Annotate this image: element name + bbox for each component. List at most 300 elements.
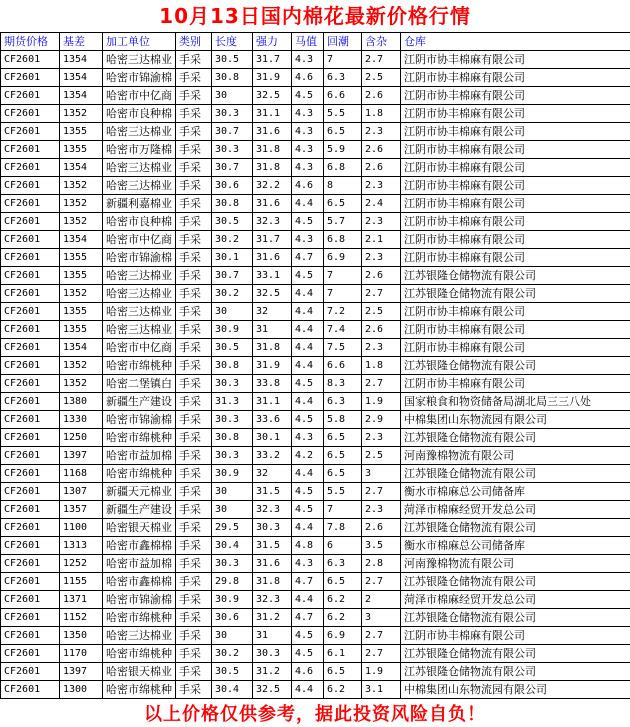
cell-strength: 32.5	[253, 681, 292, 699]
cell-micronaire: 4.6	[292, 69, 324, 87]
cell-processor: 哈密二堡镇白	[103, 375, 176, 393]
cell-warehouse: 江苏银隆仓储物流有限公司	[401, 663, 630, 681]
cell-warehouse: 江苏银隆仓储物流有限公司	[401, 609, 630, 627]
cell-warehouse: 江阴市协丰棉麻有限公司	[401, 303, 630, 321]
cell-category: 手采	[176, 681, 212, 699]
cell-micronaire: 4.5	[292, 627, 324, 645]
cell-warehouse: 江阴市协丰棉麻有限公司	[401, 87, 630, 105]
cell-processor: 哈密市锦渝棉	[103, 591, 176, 609]
cell-futures-price: CF2601	[1, 195, 60, 213]
cell-moisture: 7.5	[324, 339, 362, 357]
cell-category: 手采	[176, 573, 212, 591]
header-warehouse: 仓库	[401, 33, 630, 51]
cell-processor: 哈密市绵桃种	[103, 465, 176, 483]
cell-basis: 1352	[60, 105, 103, 123]
cell-length: 30.3	[212, 375, 253, 393]
cell-trash: 1.9	[362, 663, 401, 681]
cell-moisture: 7.2	[324, 303, 362, 321]
cell-category: 手采	[176, 285, 212, 303]
cell-length: 30.1	[212, 249, 253, 267]
cell-strength: 31.6	[253, 555, 292, 573]
cell-micronaire: 4.4	[292, 681, 324, 699]
cell-processor: 新疆生产建设	[103, 393, 176, 411]
cell-strength: 31.2	[253, 663, 292, 681]
cell-category: 手采	[176, 105, 212, 123]
cell-moisture: 6.5	[324, 465, 362, 483]
cell-strength: 31.9	[253, 69, 292, 87]
cell-strength: 32	[253, 303, 292, 321]
cell-moisture: 5.9	[324, 141, 362, 159]
cell-moisture: 6.5	[324, 429, 362, 447]
table-row	[1, 375, 630, 393]
cell-length: 30.5	[212, 663, 253, 681]
cell-processor: 哈密三达棉业	[103, 303, 176, 321]
cell-moisture: 6.8	[324, 159, 362, 177]
cell-moisture: 6.9	[324, 627, 362, 645]
table-row	[1, 303, 630, 321]
table-row	[1, 321, 630, 339]
cell-basis: 1313	[60, 537, 103, 555]
cell-length: 30.2	[212, 645, 253, 663]
cell-moisture: 6.6	[324, 357, 362, 375]
cell-micronaire: 4.3	[292, 123, 324, 141]
cell-processor: 哈密三达棉业	[103, 285, 176, 303]
cell-category: 手采	[176, 195, 212, 213]
cell-processor: 哈密市万隆棉	[103, 141, 176, 159]
cell-length: 30.3	[212, 447, 253, 465]
cell-basis: 1354	[60, 87, 103, 105]
cell-strength: 31	[253, 627, 292, 645]
cell-futures-price: CF2601	[1, 447, 60, 465]
cell-micronaire: 4.7	[292, 249, 324, 267]
cell-strength: 32.2	[253, 177, 292, 195]
cell-length: 30.7	[212, 123, 253, 141]
cell-micronaire: 4.4	[292, 339, 324, 357]
table-row	[1, 141, 630, 159]
cell-warehouse: 江苏银隆仓储物流有限公司	[401, 429, 630, 447]
cell-trash: 2.6	[362, 321, 401, 339]
cell-warehouse: 江阴市协丰棉麻有限公司	[401, 141, 630, 159]
cell-trash: 2.7	[362, 573, 401, 591]
cell-basis: 1352	[60, 375, 103, 393]
cell-processor: 哈密市鑫棉棉	[103, 573, 176, 591]
table-row	[1, 177, 630, 195]
cell-micronaire: 4.4	[292, 303, 324, 321]
cell-trash: 1.9	[362, 393, 401, 411]
table-row	[1, 357, 630, 375]
cell-basis: 1354	[60, 51, 103, 69]
cell-length: 30.7	[212, 159, 253, 177]
cell-micronaire: 4.2	[292, 447, 324, 465]
cell-micronaire: 4.3	[292, 51, 324, 69]
cell-moisture: 6.9	[324, 249, 362, 267]
cell-moisture: 7	[324, 51, 362, 69]
cell-futures-price: CF2601	[1, 537, 60, 555]
cell-trash: 2.7	[362, 375, 401, 393]
cell-micronaire: 4.4	[292, 591, 324, 609]
table-row	[1, 465, 630, 483]
cell-micronaire: 4.7	[292, 609, 324, 627]
cell-length: 30	[212, 483, 253, 501]
cell-trash: 3	[362, 609, 401, 627]
cell-futures-price: CF2601	[1, 429, 60, 447]
cell-strength: 31.7	[253, 231, 292, 249]
cell-moisture: 5.8	[324, 411, 362, 429]
cell-futures-price: CF2601	[1, 267, 60, 285]
cell-basis: 1355	[60, 123, 103, 141]
cell-strength: 33.6	[253, 411, 292, 429]
cell-futures-price: CF2601	[1, 105, 60, 123]
cell-trash: 2	[362, 591, 401, 609]
cell-warehouse: 江苏银隆仓储物流有限公司	[401, 645, 630, 663]
cell-category: 手采	[176, 141, 212, 159]
cell-futures-price: CF2601	[1, 375, 60, 393]
table-row	[1, 681, 630, 699]
cell-strength: 32.3	[253, 591, 292, 609]
cell-trash: 2.9	[362, 411, 401, 429]
cell-category: 手采	[176, 159, 212, 177]
cell-micronaire: 4.5	[292, 375, 324, 393]
cell-processor: 哈密市绵桃种	[103, 645, 176, 663]
table-row	[1, 213, 630, 231]
cell-length: 30.9	[212, 591, 253, 609]
cell-strength: 31.8	[253, 141, 292, 159]
cell-strength: 32.5	[253, 285, 292, 303]
cell-micronaire: 4.4	[292, 321, 324, 339]
header-strength: 强力	[253, 33, 292, 51]
cell-warehouse: 江阴市协丰棉麻有限公司	[401, 51, 630, 69]
cell-processor: 哈密三达棉业	[103, 159, 176, 177]
cell-category: 手采	[176, 213, 212, 231]
page-title: 10月13日国内棉花最新价格行情	[0, 0, 630, 32]
cell-basis: 1100	[60, 519, 103, 537]
cell-processor: 哈密银天棉业	[103, 663, 176, 681]
cell-moisture: 5.5	[324, 483, 362, 501]
table-row	[1, 249, 630, 267]
cell-trash: 3.1	[362, 681, 401, 699]
cell-strength: 33.2	[253, 447, 292, 465]
cell-micronaire: 4.5	[292, 267, 324, 285]
cell-basis: 1307	[60, 483, 103, 501]
cell-warehouse: 江苏银隆仓储物流有限公司	[401, 519, 630, 537]
cell-processor: 哈密三达棉业	[103, 177, 176, 195]
cell-micronaire: 4.4	[292, 393, 324, 411]
cell-strength: 30.1	[253, 429, 292, 447]
cell-micronaire: 4.5	[292, 483, 324, 501]
cell-processor: 新疆生产建设	[103, 501, 176, 519]
cell-length: 30.3	[212, 141, 253, 159]
cell-moisture: 6.5	[324, 195, 362, 213]
cell-micronaire: 4.5	[292, 501, 324, 519]
cell-warehouse: 菏泽市棉麻经贸开发总公司	[401, 501, 630, 519]
cell-category: 手采	[176, 177, 212, 195]
cell-micronaire: 4.3	[292, 141, 324, 159]
cell-length: 30.5	[212, 339, 253, 357]
cell-strength: 32.5	[253, 87, 292, 105]
cell-moisture: 6.5	[324, 447, 362, 465]
cell-micronaire: 4.4	[292, 357, 324, 375]
table-row	[1, 339, 630, 357]
cell-trash: 3.5	[362, 537, 401, 555]
cell-length: 30.2	[212, 231, 253, 249]
cell-futures-price: CF2601	[1, 357, 60, 375]
cell-processor: 哈密市锦渝棉	[103, 69, 176, 87]
header-length: 长度	[212, 33, 253, 51]
table-row	[1, 411, 630, 429]
cell-warehouse: 国家粮食和物资储备局湖北局三三八处	[401, 393, 630, 411]
cell-moisture: 6.3	[324, 393, 362, 411]
cell-warehouse: 江阴市协丰棉麻有限公司	[401, 627, 630, 645]
cell-trash: 2.3	[362, 249, 401, 267]
cell-trash: 2.6	[362, 267, 401, 285]
cell-futures-price: CF2601	[1, 393, 60, 411]
cell-warehouse: 河南豫棉物流有限公司	[401, 447, 630, 465]
cell-moisture: 7.8	[324, 519, 362, 537]
cell-futures-price: CF2601	[1, 285, 60, 303]
cell-category: 手采	[176, 663, 212, 681]
table-row	[1, 609, 630, 627]
cell-futures-price: CF2601	[1, 465, 60, 483]
cell-warehouse: 江阴市协丰棉麻有限公司	[401, 231, 630, 249]
cell-length: 30.7	[212, 267, 253, 285]
cell-length: 30.5	[212, 213, 253, 231]
cell-warehouse: 江阴市协丰棉麻有限公司	[401, 159, 630, 177]
cell-strength: 33.1	[253, 267, 292, 285]
cell-moisture: 6.6	[324, 87, 362, 105]
cell-moisture: 7	[324, 501, 362, 519]
cell-basis: 1152	[60, 609, 103, 627]
cell-basis: 1352	[60, 177, 103, 195]
cell-trash: 2.5	[362, 447, 401, 465]
cell-futures-price: CF2601	[1, 663, 60, 681]
cell-moisture: 6.3	[324, 69, 362, 87]
cell-strength: 31.5	[253, 537, 292, 555]
cell-category: 手采	[176, 501, 212, 519]
cell-warehouse: 中棉集团山东物流园有限公司	[401, 411, 630, 429]
cell-trash: 1.8	[362, 105, 401, 123]
cell-length: 30.8	[212, 357, 253, 375]
cell-trash: 2.3	[362, 339, 401, 357]
cell-futures-price: CF2601	[1, 645, 60, 663]
cell-micronaire: 4.4	[292, 519, 324, 537]
cell-futures-price: CF2601	[1, 51, 60, 69]
cell-moisture: 6.1	[324, 645, 362, 663]
cell-moisture: 8	[324, 177, 362, 195]
cell-category: 手采	[176, 87, 212, 105]
cell-warehouse: 江阴市协丰棉麻有限公司	[401, 213, 630, 231]
cell-futures-price: CF2601	[1, 159, 60, 177]
cell-warehouse: 江阴市协丰棉麻有限公司	[401, 105, 630, 123]
cell-moisture: 7	[324, 285, 362, 303]
cell-category: 手采	[176, 555, 212, 573]
cell-futures-price: CF2601	[1, 627, 60, 645]
cell-category: 手采	[176, 609, 212, 627]
header-micronaire: 马值	[292, 33, 324, 51]
cell-futures-price: CF2601	[1, 231, 60, 249]
cell-category: 手采	[176, 69, 212, 87]
cell-processor: 哈密市锦渝棉	[103, 249, 176, 267]
cell-processor: 哈密市良种棉	[103, 105, 176, 123]
cell-futures-price: CF2601	[1, 321, 60, 339]
cell-micronaire: 4.5	[292, 213, 324, 231]
cell-strength: 31.6	[253, 195, 292, 213]
cell-moisture: 6.2	[324, 591, 362, 609]
cell-futures-price: CF2601	[1, 573, 60, 591]
cell-micronaire: 4.4	[292, 195, 324, 213]
cell-warehouse: 中棉集团山东物流园有限公司	[401, 681, 630, 699]
cell-strength: 31.6	[253, 249, 292, 267]
cell-moisture: 6.5	[324, 663, 362, 681]
cell-length: 30.8	[212, 429, 253, 447]
cell-basis: 1357	[60, 501, 103, 519]
cell-category: 手采	[176, 591, 212, 609]
cell-category: 手采	[176, 231, 212, 249]
cell-basis: 1355	[60, 141, 103, 159]
cell-processor: 哈密市中亿商	[103, 87, 176, 105]
cell-trash: 2.5	[362, 303, 401, 321]
table-row	[1, 159, 630, 177]
cell-moisture: 5.7	[324, 213, 362, 231]
cell-processor: 哈密市绵桃种	[103, 609, 176, 627]
cell-basis: 1155	[60, 573, 103, 591]
cell-warehouse: 江苏银隆仓储物流有限公司	[401, 285, 630, 303]
cell-futures-price: CF2601	[1, 681, 60, 699]
cell-futures-price: CF2601	[1, 249, 60, 267]
cell-length: 30.8	[212, 69, 253, 87]
table-row	[1, 105, 630, 123]
cell-micronaire: 4.5	[292, 645, 324, 663]
table-row	[1, 195, 630, 213]
cell-futures-price: CF2601	[1, 519, 60, 537]
table-row	[1, 393, 630, 411]
cell-length: 30.9	[212, 465, 253, 483]
cell-trash: 3	[362, 465, 401, 483]
cell-futures-price: CF2601	[1, 501, 60, 519]
table-row	[1, 591, 630, 609]
cell-length: 29.8	[212, 573, 253, 591]
table-row	[1, 627, 630, 645]
cell-category: 手采	[176, 357, 212, 375]
cell-moisture: 6.5	[324, 573, 362, 591]
cell-length: 30.3	[212, 105, 253, 123]
cell-category: 手采	[176, 393, 212, 411]
cell-micronaire: 4.3	[292, 555, 324, 573]
cell-trash: 2.7	[362, 51, 401, 69]
cell-basis: 1355	[60, 303, 103, 321]
cell-futures-price: CF2601	[1, 177, 60, 195]
cell-trash: 2.7	[362, 483, 401, 501]
table-row	[1, 447, 630, 465]
cell-strength: 32	[253, 465, 292, 483]
cell-processor: 哈密三达棉业	[103, 627, 176, 645]
cell-warehouse: 江苏银隆仓储物流有限公司	[401, 357, 630, 375]
cell-moisture: 5.5	[324, 105, 362, 123]
cell-futures-price: CF2601	[1, 213, 60, 231]
table-body	[1, 51, 630, 699]
cell-length: 30	[212, 501, 253, 519]
cell-category: 手采	[176, 627, 212, 645]
cell-category: 手采	[176, 645, 212, 663]
cell-basis: 1168	[60, 465, 103, 483]
cell-warehouse: 江阴市协丰棉麻有限公司	[401, 69, 630, 87]
header-trash: 含杂	[362, 33, 401, 51]
cell-basis: 1354	[60, 69, 103, 87]
cell-futures-price: CF2601	[1, 303, 60, 321]
cell-moisture: 6.8	[324, 231, 362, 249]
cell-category: 手采	[176, 249, 212, 267]
cell-length: 30.6	[212, 609, 253, 627]
header-row	[1, 33, 630, 51]
cell-category: 手采	[176, 303, 212, 321]
cell-warehouse: 衡水市棉麻总公司储备库	[401, 537, 630, 555]
cell-futures-price: CF2601	[1, 339, 60, 357]
cell-processor: 哈密市绵桃种	[103, 429, 176, 447]
cell-strength: 31.1	[253, 393, 292, 411]
cell-basis: 1355	[60, 249, 103, 267]
cell-micronaire: 4.7	[292, 573, 324, 591]
cell-warehouse: 衡水市棉麻总公司储备库	[401, 483, 630, 501]
cell-strength: 31.9	[253, 357, 292, 375]
cell-strength: 32.3	[253, 213, 292, 231]
cell-trash: 2.7	[362, 285, 401, 303]
cell-strength: 31.7	[253, 51, 292, 69]
cell-moisture: 6.2	[324, 681, 362, 699]
table-row	[1, 285, 630, 303]
cell-length: 30	[212, 627, 253, 645]
cell-warehouse: 江阴市协丰棉麻有限公司	[401, 339, 630, 357]
cell-trash: 2.6	[362, 159, 401, 177]
cell-strength: 31.8	[253, 573, 292, 591]
cell-basis: 1352	[60, 213, 103, 231]
table-row	[1, 69, 630, 87]
cell-futures-price: CF2601	[1, 483, 60, 501]
cell-trash: 2.7	[362, 627, 401, 645]
cell-processor: 哈密银天棉业	[103, 519, 176, 537]
cell-trash: 1.8	[362, 357, 401, 375]
cell-category: 手采	[176, 375, 212, 393]
cell-length: 30.3	[212, 555, 253, 573]
cell-length: 30	[212, 87, 253, 105]
cell-length: 30.4	[212, 537, 253, 555]
cell-category: 手采	[176, 339, 212, 357]
cell-strength: 31.8	[253, 159, 292, 177]
cell-processor: 哈密市益加棉	[103, 447, 176, 465]
cell-futures-price: CF2601	[1, 555, 60, 573]
cell-processor: 哈密市锦渝棉	[103, 411, 176, 429]
cell-basis: 1354	[60, 231, 103, 249]
cell-processor: 哈密三达棉业	[103, 51, 176, 69]
cell-category: 手采	[176, 537, 212, 555]
cell-basis: 1350	[60, 627, 103, 645]
cell-moisture: 6.5	[324, 123, 362, 141]
cell-basis: 1380	[60, 393, 103, 411]
table-row	[1, 519, 630, 537]
cell-strength: 32.3	[253, 501, 292, 519]
cell-length: 30.2	[212, 285, 253, 303]
cell-micronaire: 4.3	[292, 231, 324, 249]
cell-length: 30.5	[212, 51, 253, 69]
cell-length: 30.8	[212, 195, 253, 213]
cell-moisture: 6.2	[324, 609, 362, 627]
cell-basis: 1354	[60, 159, 103, 177]
cell-warehouse: 江苏银隆仓储物流有限公司	[401, 573, 630, 591]
price-table	[0, 32, 630, 699]
cell-micronaire: 4.3	[292, 429, 324, 447]
cell-warehouse: 菏泽市棉麻经贸开发总公司	[401, 591, 630, 609]
cell-warehouse: 江阴市协丰棉麻有限公司	[401, 321, 630, 339]
cell-processor: 新疆利嘉棉业	[103, 195, 176, 213]
cell-strength: 30.3	[253, 645, 292, 663]
